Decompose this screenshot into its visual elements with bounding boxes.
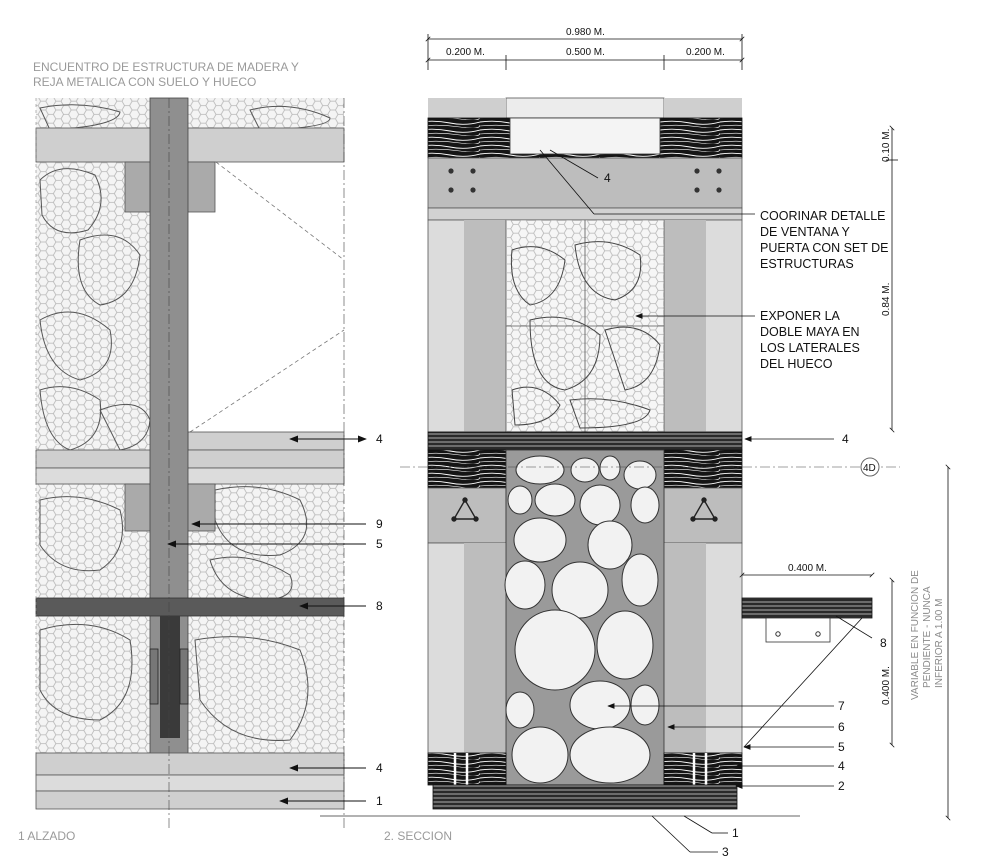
note-variable — [910, 570, 945, 700]
callout-1-section: 1 — [732, 826, 739, 840]
title-line-2: REJA METALICA CON SUELO Y HUECO — [33, 75, 257, 89]
note-coordinate-line-4: ESTRUCTURAS — [760, 257, 854, 271]
right-timber-section — [664, 450, 742, 488]
note-variable-line-2: PENDIENTE - NUNCA — [922, 586, 933, 688]
cantilever-beam — [742, 598, 872, 618]
callout-4-section-base: 4 — [838, 759, 845, 773]
elevation-view-label: 1 ALZADO — [18, 829, 76, 843]
note-expose-line-2: DOBLE MAYA EN — [760, 325, 860, 339]
steel-beam-elevation — [36, 598, 344, 616]
note-variable-line-3: INFERIOR A 1.00 M — [934, 598, 945, 688]
callout-8: 8 — [376, 599, 383, 613]
post-footing-elevation — [160, 616, 180, 738]
steel-connector-section — [428, 158, 742, 208]
dim-panel-height: 0.84 M. — [881, 282, 892, 316]
sill-beam-elevation — [188, 432, 344, 450]
plate-right-elevation — [180, 649, 188, 704]
dim-base-height: 0.400 M. — [881, 666, 892, 705]
callout-5: 5 — [376, 537, 383, 551]
callout-8-section: 8 — [880, 636, 887, 650]
bottom-beam-elevation — [36, 753, 344, 775]
callout-2-section: 2 — [838, 779, 845, 793]
callout-4-section-top: 4 — [604, 171, 611, 185]
note-coordinate-line-1: COORINAR DETALLE — [760, 209, 886, 223]
foundation-section — [433, 785, 737, 809]
dim-beam-height: 0.10 M. — [881, 128, 892, 162]
left-timber-section — [428, 450, 506, 488]
dim-cantilever: 0.400 M. — [788, 563, 827, 574]
note-expose-line-3: LOS LATERALES — [760, 341, 860, 355]
foundation-elevation — [36, 791, 344, 809]
bottom-right-timber — [664, 753, 742, 785]
callout-5-section: 5 — [838, 740, 845, 754]
callout-4-bottom: 4 — [376, 761, 383, 775]
mid-beam-lower-elevation — [36, 468, 344, 484]
plate-left-elevation — [150, 649, 158, 704]
callout-9: 9 — [376, 517, 383, 531]
dim-total-width: 0.980 M. — [566, 27, 605, 38]
section-view — [400, 98, 900, 809]
base-plate-elevation — [36, 775, 344, 791]
dim-left-width: 0.200 M. — [446, 47, 485, 58]
callout-3-section: 3 — [722, 845, 729, 859]
dim-middle-width: 0.500 M. — [566, 47, 605, 58]
sill-beam-section — [428, 432, 742, 450]
dim-right-width: 0.200 M. — [686, 47, 725, 58]
callout-6-section: 6 — [838, 720, 845, 734]
mid-beam-elevation — [36, 450, 344, 468]
section-marker — [861, 458, 879, 476]
note-expose-line-4: DEL HUECO — [760, 357, 833, 371]
section-marker-label: 4D — [863, 463, 876, 474]
title-line-1: ENCUENTRO DE ESTRUCTURA DE MADERA Y — [33, 60, 299, 74]
cantilever-bracket — [766, 618, 830, 642]
top-beam-elevation — [36, 128, 344, 162]
note-coordinate-line-2: DE VENTANA Y — [760, 225, 850, 239]
note-coordinate-line-3: PUERTA CON SET DE — [760, 241, 889, 255]
callout-4-section-sill: 4 — [842, 432, 849, 446]
top-infill-section — [510, 118, 660, 154]
callout-7-section: 7 — [838, 699, 845, 713]
callout-4-top: 4 — [376, 432, 383, 446]
section-view-label: 2. SECCION — [384, 829, 453, 843]
callout-1: 1 — [376, 794, 383, 808]
note-expose-line-1: EXPONER LA — [760, 309, 840, 323]
drawing-title — [33, 60, 299, 89]
note-variable-line-1: VARIABLE EN FUNCION DE — [910, 570, 921, 700]
